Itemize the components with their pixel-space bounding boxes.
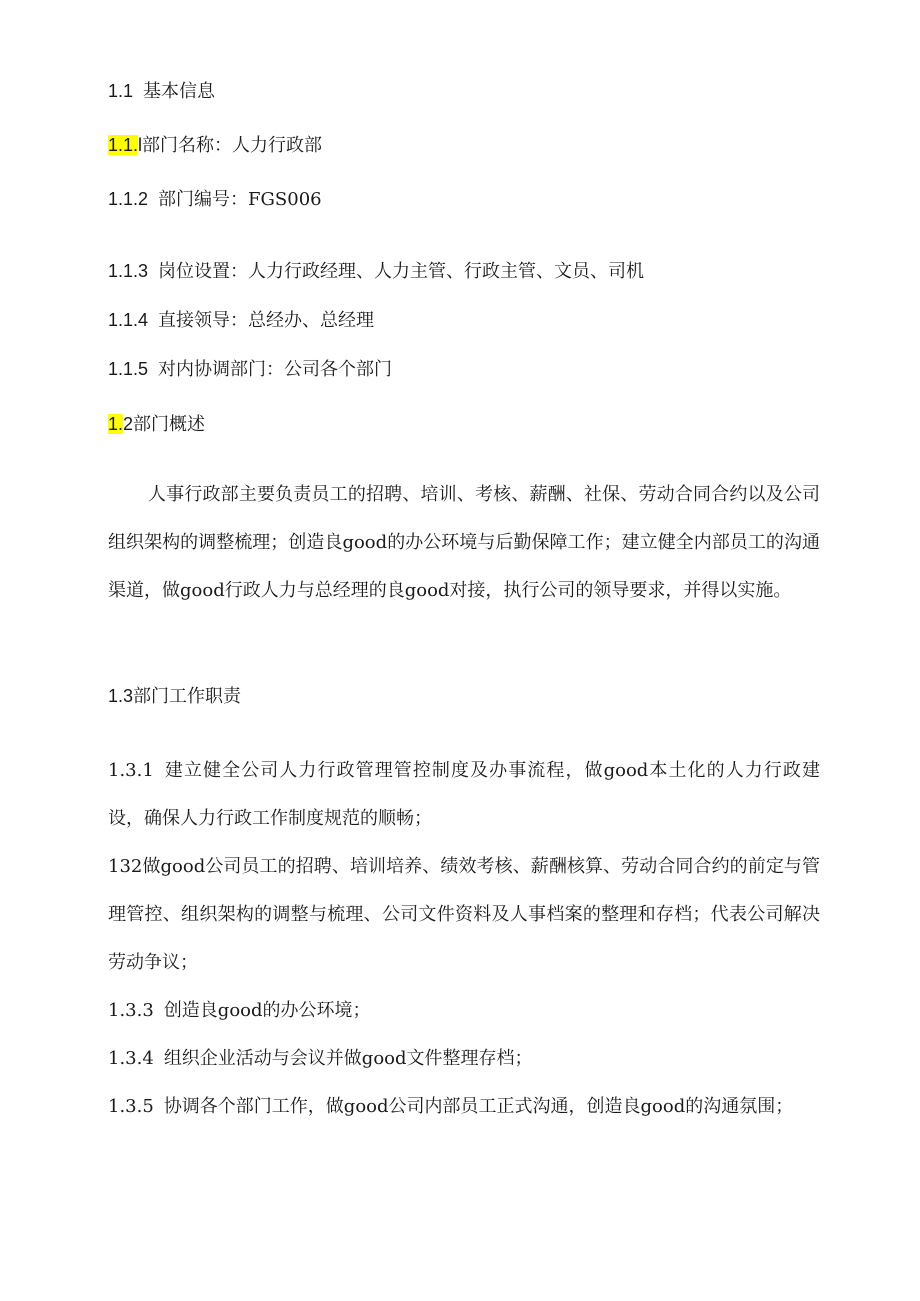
item-1-1-4 — [108, 308, 374, 333]
section-number-rest: 2 — [123, 414, 134, 434]
duty-1-3-2: 132做good公司员工的招聘、培训培养、绩效考核、薪酬核算、劳动合同合约的前定与管理管控、组织架构的调整与梳理、公司文件资料及人事档案的整理和存档；代表公司解决劳动争议； — [108, 856, 820, 973]
item-number-rest: l — [138, 135, 143, 155]
item-text: 部门名称：人力行政部 — [142, 135, 323, 156]
section-title: 部门工作职责 — [133, 686, 242, 707]
duty-1-3-3 — [108, 987, 820, 1035]
item-text: 岗位设置：人力行政经理、人力主管、行政主管、文员、司机 — [158, 261, 645, 282]
item-number: 1.1.4 — [108, 310, 149, 330]
section-number: 1.1 — [108, 81, 134, 101]
duty-text: 协调各个部门工作，做good公司内部员工正式沟通，创造良good的沟通氛围； — [163, 1096, 794, 1117]
item-text: 部门编号：FGS006 — [158, 189, 322, 210]
duty-number: 1.3.5 — [108, 1096, 154, 1117]
item-1-1-1 — [108, 133, 322, 158]
item-number: 1.1.2 — [108, 189, 149, 209]
duty-number: 1.3.1 — [108, 760, 154, 781]
item-text: 对内协调部门：公司各个部门 — [158, 359, 393, 380]
item-text: 直接领导：总经办、总经理 — [158, 310, 375, 331]
duty-number: 1.3.3 — [108, 1000, 154, 1021]
duty-number: 1.3.4 — [108, 1048, 154, 1069]
section-title: 部门概述 — [133, 414, 206, 435]
section-title: 基本信息 — [143, 81, 216, 102]
highlighted-number: 1.1. — [108, 135, 139, 155]
item-number: 1.1.3 — [108, 261, 149, 281]
duty-text: 创造良good的办公环境； — [163, 1000, 371, 1021]
duty-1-3-4 — [108, 1035, 820, 1083]
overview-paragraph: 人事行政部主要负责员工的招聘、培训、考核、薪酬、社保、劳动合同合约以及公司组织架构的调整梳理；创造良good的办公环境与后勤保障工作；建立健全内部员工的沟通渠道，做good行政人力与总经理的良good对接，执行公司的领导要求，并得以实施。 — [108, 484, 820, 601]
section-number: 1.3 — [108, 686, 134, 706]
item-number: 1.1.5 — [108, 359, 149, 379]
duty-1-3-1 — [108, 747, 820, 843]
section-heading-1-2 — [108, 412, 205, 437]
highlighted-number: 1. — [108, 414, 124, 434]
duty-1-3-5 — [108, 1083, 820, 1131]
item-1-1-5 — [108, 357, 392, 382]
duty-text: 建立健全公司人力行政管理管控制度及办事流程，做good本土化的人力行政建设，确保人力行政工作制度规范的顺畅； — [108, 760, 820, 829]
duty-text: 组织企业活动与会议并做good文件整理存档； — [163, 1048, 533, 1069]
item-1-1-3 — [108, 259, 644, 284]
item-1-1-2 — [108, 187, 322, 212]
section-heading-1-3 — [108, 684, 241, 709]
section-heading-1-1 — [108, 79, 215, 104]
